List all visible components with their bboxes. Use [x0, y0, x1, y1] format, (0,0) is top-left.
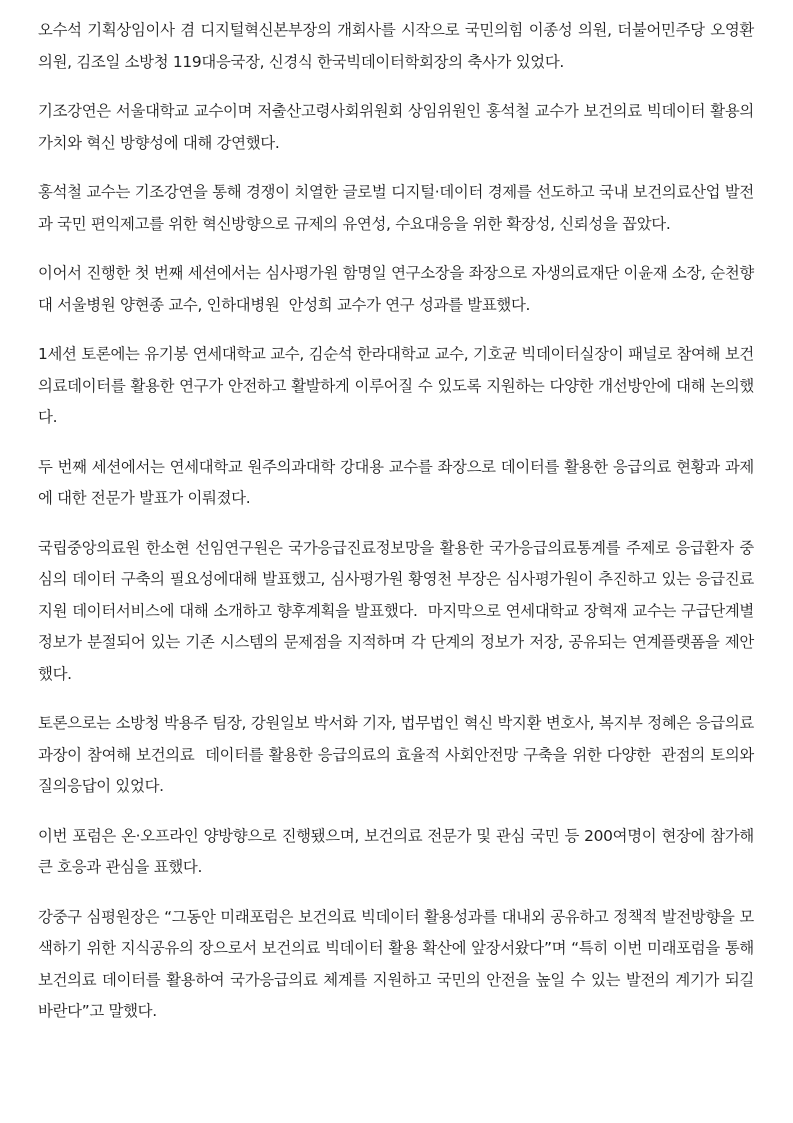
paragraph-session-two: 두 번째 세션에서는 연세대학교 원주의과대학 강대용 교수를 좌장으로 데이터를 활용한 응급의료 현황과 과제에 대한 전문가 발표가 이뤄졌다.	[38, 457, 754, 507]
paragraph-session-two-presentations: 국립중앙의료원 한소현 선임연구원은 국가응급진료정보망을 활용한 국가응급의료통계를 주제로 응급환자 중심의 데이터 구축의 필요성에대해 발표했고, 심사평가원 황영천 부장은 심사평가원이 추진하고 있는 응급진료지원 데이터서비스에 대해 소개하고 향후계획을 발표했다. 마지막으로 연세대학교 장혁재 교수는 구급단계별 정보가 분절되어 있는 기존 시스템의 문제점을 지적하며 각 단계의 정보가 저장, 공유되는 연계플랫폼을 제안했다.	[38, 538, 759, 683]
article-body	[38, 15, 759, 1046]
paragraph-closing-quote: 강중구 심평원장은 “그동안 미래포럼은 보건의료 빅데이터 활용성과를 대내외 공유하고 정책적 발전방향을 모색하기 위한 지식공유의 장으로서 보건의료 빅데이터 활용 확산에 앞장서왔다”며 “특히 이번 미래포럼을 통해 보건의료 데이터를 활용하여 국가응급의료 체계를 지원하고 국민의 안전을 높일 수 있는 발전의 계기가 되길 바란다”고 말했다.	[38, 907, 759, 1020]
paragraph-session-one: 이어서 진행한 첫 번째 세션에서는 심사평가원 함명일 연구소장을 좌장으로 자생의료재단 이윤재 소장, 순천향대 서울병원 양현종 교수, 인하대병원 안성희 교수가 연구 성과를 발표했다.	[38, 264, 754, 314]
paragraph-keynote-summary: 홍석철 교수는 기조강연을 통해 경쟁이 치열한 글로벌 디지털·데이터 경제를 선도하고 국내 보건의료산업 발전과 국민 편익제고를 위한 혁신방향으로 규제의 유연성, 수요대응을 위한 확장성, 신뢰성을 꼽았다.	[38, 183, 754, 233]
paragraph-keynote: 기조강연은 서울대학교 교수이며 저출산고령사회위원회 상임위원인 홍석철 교수가 보건의료 빅데이터 활용의 가치와 혁신 방향성에 대해 강연했다.	[38, 102, 759, 152]
paragraph-session-one-discussion: 1세션 토론에는 유기봉 연세대학교 교수, 김순석 한라대학교 교수, 기호균 빅데이터실장이 패널로 참여해 보건의료데이터를 활용한 연구가 안전하고 활발하게 이루어질 수 있도록 지원하는 다양한 개선방안에 대해 논의했다.	[38, 345, 754, 426]
paragraph-forum-attendance: 이번 포럼은 온·오프라인 양방향으로 진행됐으며, 보건의료 전문가 및 관심 국민 등 200여명이 현장에 참가해 큰 호응과 관심을 표했다.	[38, 826, 759, 876]
paragraph-opening-remarks: 오수석 기획상임이사 겸 디지털혁신본부장의 개회사를 시작으로 국민의힘 이종성 의원, 더불어민주당 오영환 의원, 김조일 소방청 119대응국장, 신경식 한국빅데이터학회장의 축사가 있었다.	[38, 21, 759, 71]
paragraph-session-two-discussion: 토론으로는 소방청 박용주 팀장, 강원일보 박서화 기자, 법무법인 혁신 박지환 변호사, 복지부 정혜은 응급의료과장이 참여해 보건의료 데이터를 활용한 응급의료의 효율적 사회안전망 구축을 위한 다양한 관점의 토의와 질의응답이 있었다.	[38, 714, 759, 795]
